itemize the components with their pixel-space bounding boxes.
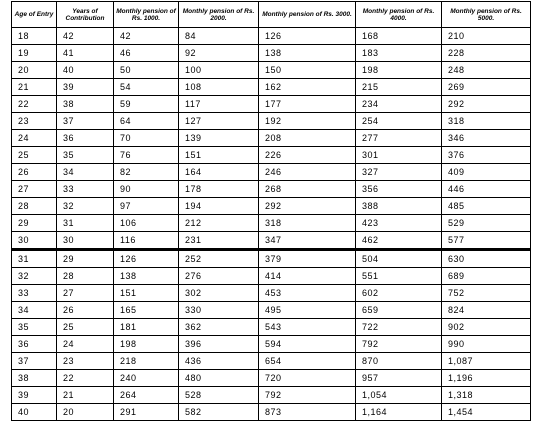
pension-2000-cell: 212	[179, 215, 259, 232]
pension-1000-cell: 198	[114, 336, 179, 353]
pension-1000-cell: 46	[114, 45, 179, 62]
age-of-entry-cell: 32	[12, 268, 57, 285]
years-of-contribution-cell: 33	[57, 181, 114, 198]
age-of-entry-cell: 29	[12, 215, 57, 232]
pension-4000-cell: 659	[356, 302, 442, 319]
pension-contribution-table	[11, 1, 531, 421]
pension-5000-cell: 485	[442, 198, 531, 215]
pension-2000-cell: 178	[179, 181, 259, 198]
pension-3000-cell: 226	[259, 147, 356, 164]
table-row	[12, 130, 531, 147]
table-row	[12, 164, 531, 181]
pension-3000-cell: 873	[259, 404, 356, 421]
table-row	[12, 336, 531, 353]
pension-5000-cell: 689	[442, 268, 531, 285]
years-of-contribution-cell: 22	[57, 370, 114, 387]
years-of-contribution-cell: 40	[57, 62, 114, 79]
pension-2000-cell: 396	[179, 336, 259, 353]
pension-2000-cell: 276	[179, 268, 259, 285]
pension-4000-cell: 462	[356, 232, 442, 250]
pension-3000-cell: 543	[259, 319, 356, 336]
pension-5000-cell: 409	[442, 164, 531, 181]
pension-1000-cell: 50	[114, 62, 179, 79]
pension-5000-cell: 752	[442, 285, 531, 302]
table-row	[12, 250, 531, 268]
table-row	[12, 113, 531, 130]
years-of-contribution-cell: 36	[57, 130, 114, 147]
age-of-entry-cell: 18	[12, 28, 57, 45]
pension-4000-cell: 234	[356, 96, 442, 113]
table-row	[12, 181, 531, 198]
pension-3000-cell: 792	[259, 387, 356, 404]
pension-4000-cell: 423	[356, 215, 442, 232]
years-of-contribution-cell: 25	[57, 319, 114, 336]
pension-4000-cell: 792	[356, 336, 442, 353]
header-pension-5000: Monthly pension of Rs. 5000.	[442, 2, 531, 28]
pension-2000-cell: 108	[179, 79, 259, 96]
age-of-entry-cell: 34	[12, 302, 57, 319]
header-age-of-entry: Age of Entry	[12, 2, 57, 28]
pension-2000-cell: 127	[179, 113, 259, 130]
pension-4000-cell: 183	[356, 45, 442, 62]
pension-2000-cell: 92	[179, 45, 259, 62]
table-row	[12, 198, 531, 215]
age-of-entry-cell: 23	[12, 113, 57, 130]
age-of-entry-cell: 35	[12, 319, 57, 336]
pension-5000-cell: 292	[442, 96, 531, 113]
pension-4000-cell: 254	[356, 113, 442, 130]
pension-4000-cell: 277	[356, 130, 442, 147]
pension-1000-cell: 218	[114, 353, 179, 370]
age-of-entry-cell: 25	[12, 147, 57, 164]
table-row	[12, 45, 531, 62]
pension-2000-cell: 100	[179, 62, 259, 79]
years-of-contribution-cell: 29	[57, 250, 114, 268]
age-of-entry-cell: 19	[12, 45, 57, 62]
pension-2000-cell: 84	[179, 28, 259, 45]
age-of-entry-cell: 36	[12, 336, 57, 353]
pension-3000-cell: 192	[259, 113, 356, 130]
years-of-contribution-cell: 28	[57, 268, 114, 285]
pension-5000-cell: 346	[442, 130, 531, 147]
pension-1000-cell: 151	[114, 285, 179, 302]
pension-4000-cell: 1,054	[356, 387, 442, 404]
pension-4000-cell: 722	[356, 319, 442, 336]
pension-2000-cell: 164	[179, 164, 259, 181]
pension-4000-cell: 198	[356, 62, 442, 79]
pension-3000-cell: 495	[259, 302, 356, 319]
pension-1000-cell: 90	[114, 181, 179, 198]
table-row	[12, 268, 531, 285]
header-row	[12, 2, 531, 28]
table-row	[12, 387, 531, 404]
header-years-of-contribution: Years of Contribution	[57, 2, 114, 28]
table-row	[12, 353, 531, 370]
pension-4000-cell: 602	[356, 285, 442, 302]
pension-1000-cell: 42	[114, 28, 179, 45]
pension-5000-cell: 1,196	[442, 370, 531, 387]
header-pension-1000: Monthly pension of Rs. 1000.	[114, 2, 179, 28]
pension-4000-cell: 870	[356, 353, 442, 370]
age-of-entry-cell: 33	[12, 285, 57, 302]
years-of-contribution-cell: 41	[57, 45, 114, 62]
pension-5000-cell: 318	[442, 113, 531, 130]
pension-3000-cell: 453	[259, 285, 356, 302]
pension-2000-cell: 302	[179, 285, 259, 302]
age-of-entry-cell: 21	[12, 79, 57, 96]
pension-5000-cell: 1,087	[442, 353, 531, 370]
table-row	[12, 232, 531, 250]
years-of-contribution-cell: 27	[57, 285, 114, 302]
pension-1000-cell: 70	[114, 130, 179, 147]
pension-2000-cell: 117	[179, 96, 259, 113]
table-row	[12, 215, 531, 232]
pension-1000-cell: 291	[114, 404, 179, 421]
age-of-entry-cell: 20	[12, 62, 57, 79]
pension-1000-cell: 165	[114, 302, 179, 319]
pension-3000-cell: 138	[259, 45, 356, 62]
pension-5000-cell: 210	[442, 28, 531, 45]
years-of-contribution-cell: 26	[57, 302, 114, 319]
years-of-contribution-cell: 42	[57, 28, 114, 45]
pension-3000-cell: 162	[259, 79, 356, 96]
pension-1000-cell: 64	[114, 113, 179, 130]
pension-4000-cell: 168	[356, 28, 442, 45]
pension-2000-cell: 231	[179, 232, 259, 250]
pension-4000-cell: 327	[356, 164, 442, 181]
age-of-entry-cell: 27	[12, 181, 57, 198]
pension-4000-cell: 1,164	[356, 404, 442, 421]
table-row	[12, 404, 531, 421]
pension-5000-cell: 630	[442, 250, 531, 268]
age-of-entry-cell: 28	[12, 198, 57, 215]
pension-2000-cell: 480	[179, 370, 259, 387]
years-of-contribution-cell: 32	[57, 198, 114, 215]
pension-3000-cell: 654	[259, 353, 356, 370]
pension-3000-cell: 246	[259, 164, 356, 181]
pension-5000-cell: 902	[442, 319, 531, 336]
pension-1000-cell: 181	[114, 319, 179, 336]
header-pension-2000: Monthly pension of Rs. 2000.	[179, 2, 259, 28]
age-of-entry-cell: 24	[12, 130, 57, 147]
pension-1000-cell: 97	[114, 198, 179, 215]
pension-4000-cell: 301	[356, 147, 442, 164]
pension-3000-cell: 594	[259, 336, 356, 353]
pension-2000-cell: 194	[179, 198, 259, 215]
pension-5000-cell: 824	[442, 302, 531, 319]
age-of-entry-cell: 40	[12, 404, 57, 421]
pension-5000-cell: 446	[442, 181, 531, 198]
years-of-contribution-cell: 37	[57, 113, 114, 130]
pension-3000-cell: 414	[259, 268, 356, 285]
pension-2000-cell: 582	[179, 404, 259, 421]
pension-3000-cell: 292	[259, 198, 356, 215]
pension-1000-cell: 264	[114, 387, 179, 404]
pension-5000-cell: 376	[442, 147, 531, 164]
pension-2000-cell: 436	[179, 353, 259, 370]
years-of-contribution-cell: 30	[57, 232, 114, 250]
pension-3000-cell: 720	[259, 370, 356, 387]
pension-5000-cell: 577	[442, 232, 531, 250]
pension-5000-cell: 248	[442, 62, 531, 79]
pension-4000-cell: 504	[356, 250, 442, 268]
pension-4000-cell: 356	[356, 181, 442, 198]
pension-5000-cell: 269	[442, 79, 531, 96]
pension-3000-cell: 126	[259, 28, 356, 45]
table-row	[12, 79, 531, 96]
years-of-contribution-cell: 23	[57, 353, 114, 370]
pension-2000-cell: 362	[179, 319, 259, 336]
age-of-entry-cell: 31	[12, 250, 57, 268]
pension-5000-cell: 1,454	[442, 404, 531, 421]
age-of-entry-cell: 39	[12, 387, 57, 404]
years-of-contribution-cell: 21	[57, 387, 114, 404]
years-of-contribution-cell: 34	[57, 164, 114, 181]
pension-1000-cell: 116	[114, 232, 179, 250]
table-header	[12, 2, 531, 28]
header-pension-4000: Monthly pension of Rs. 4000.	[356, 2, 442, 28]
pension-2000-cell: 151	[179, 147, 259, 164]
pension-5000-cell: 529	[442, 215, 531, 232]
pension-1000-cell: 126	[114, 250, 179, 268]
years-of-contribution-cell: 35	[57, 147, 114, 164]
pension-1000-cell: 59	[114, 96, 179, 113]
table-row	[12, 370, 531, 387]
pension-3000-cell: 150	[259, 62, 356, 79]
table-row	[12, 96, 531, 113]
pension-1000-cell: 54	[114, 79, 179, 96]
pension-3000-cell: 318	[259, 215, 356, 232]
table-row	[12, 62, 531, 79]
pension-1000-cell: 106	[114, 215, 179, 232]
table-body	[12, 28, 531, 421]
table-row	[12, 285, 531, 302]
age-of-entry-cell: 38	[12, 370, 57, 387]
age-of-entry-cell: 22	[12, 96, 57, 113]
years-of-contribution-cell: 20	[57, 404, 114, 421]
pension-2000-cell: 139	[179, 130, 259, 147]
header-pension-3000: Monthly pension of Rs. 3000.	[259, 2, 356, 28]
years-of-contribution-cell: 31	[57, 215, 114, 232]
pension-3000-cell: 379	[259, 250, 356, 268]
pension-3000-cell: 268	[259, 181, 356, 198]
years-of-contribution-cell: 39	[57, 79, 114, 96]
pension-1000-cell: 240	[114, 370, 179, 387]
pension-5000-cell: 990	[442, 336, 531, 353]
pension-1000-cell: 76	[114, 147, 179, 164]
table-row	[12, 302, 531, 319]
pension-5000-cell: 228	[442, 45, 531, 62]
pension-2000-cell: 528	[179, 387, 259, 404]
pension-4000-cell: 215	[356, 79, 442, 96]
pension-1000-cell: 138	[114, 268, 179, 285]
pension-1000-cell: 82	[114, 164, 179, 181]
table-row	[12, 319, 531, 336]
pension-5000-cell: 1,318	[442, 387, 531, 404]
pension-2000-cell: 252	[179, 250, 259, 268]
age-of-entry-cell: 30	[12, 232, 57, 250]
pension-4000-cell: 957	[356, 370, 442, 387]
age-of-entry-cell: 26	[12, 164, 57, 181]
pension-2000-cell: 330	[179, 302, 259, 319]
years-of-contribution-cell: 24	[57, 336, 114, 353]
pension-3000-cell: 347	[259, 232, 356, 250]
pension-4000-cell: 388	[356, 198, 442, 215]
pension-4000-cell: 551	[356, 268, 442, 285]
table-row	[12, 28, 531, 45]
pension-3000-cell: 208	[259, 130, 356, 147]
table-row	[12, 147, 531, 164]
pension-3000-cell: 177	[259, 96, 356, 113]
years-of-contribution-cell: 38	[57, 96, 114, 113]
age-of-entry-cell: 37	[12, 353, 57, 370]
pension-contribution-table-sheet	[11, 1, 530, 421]
